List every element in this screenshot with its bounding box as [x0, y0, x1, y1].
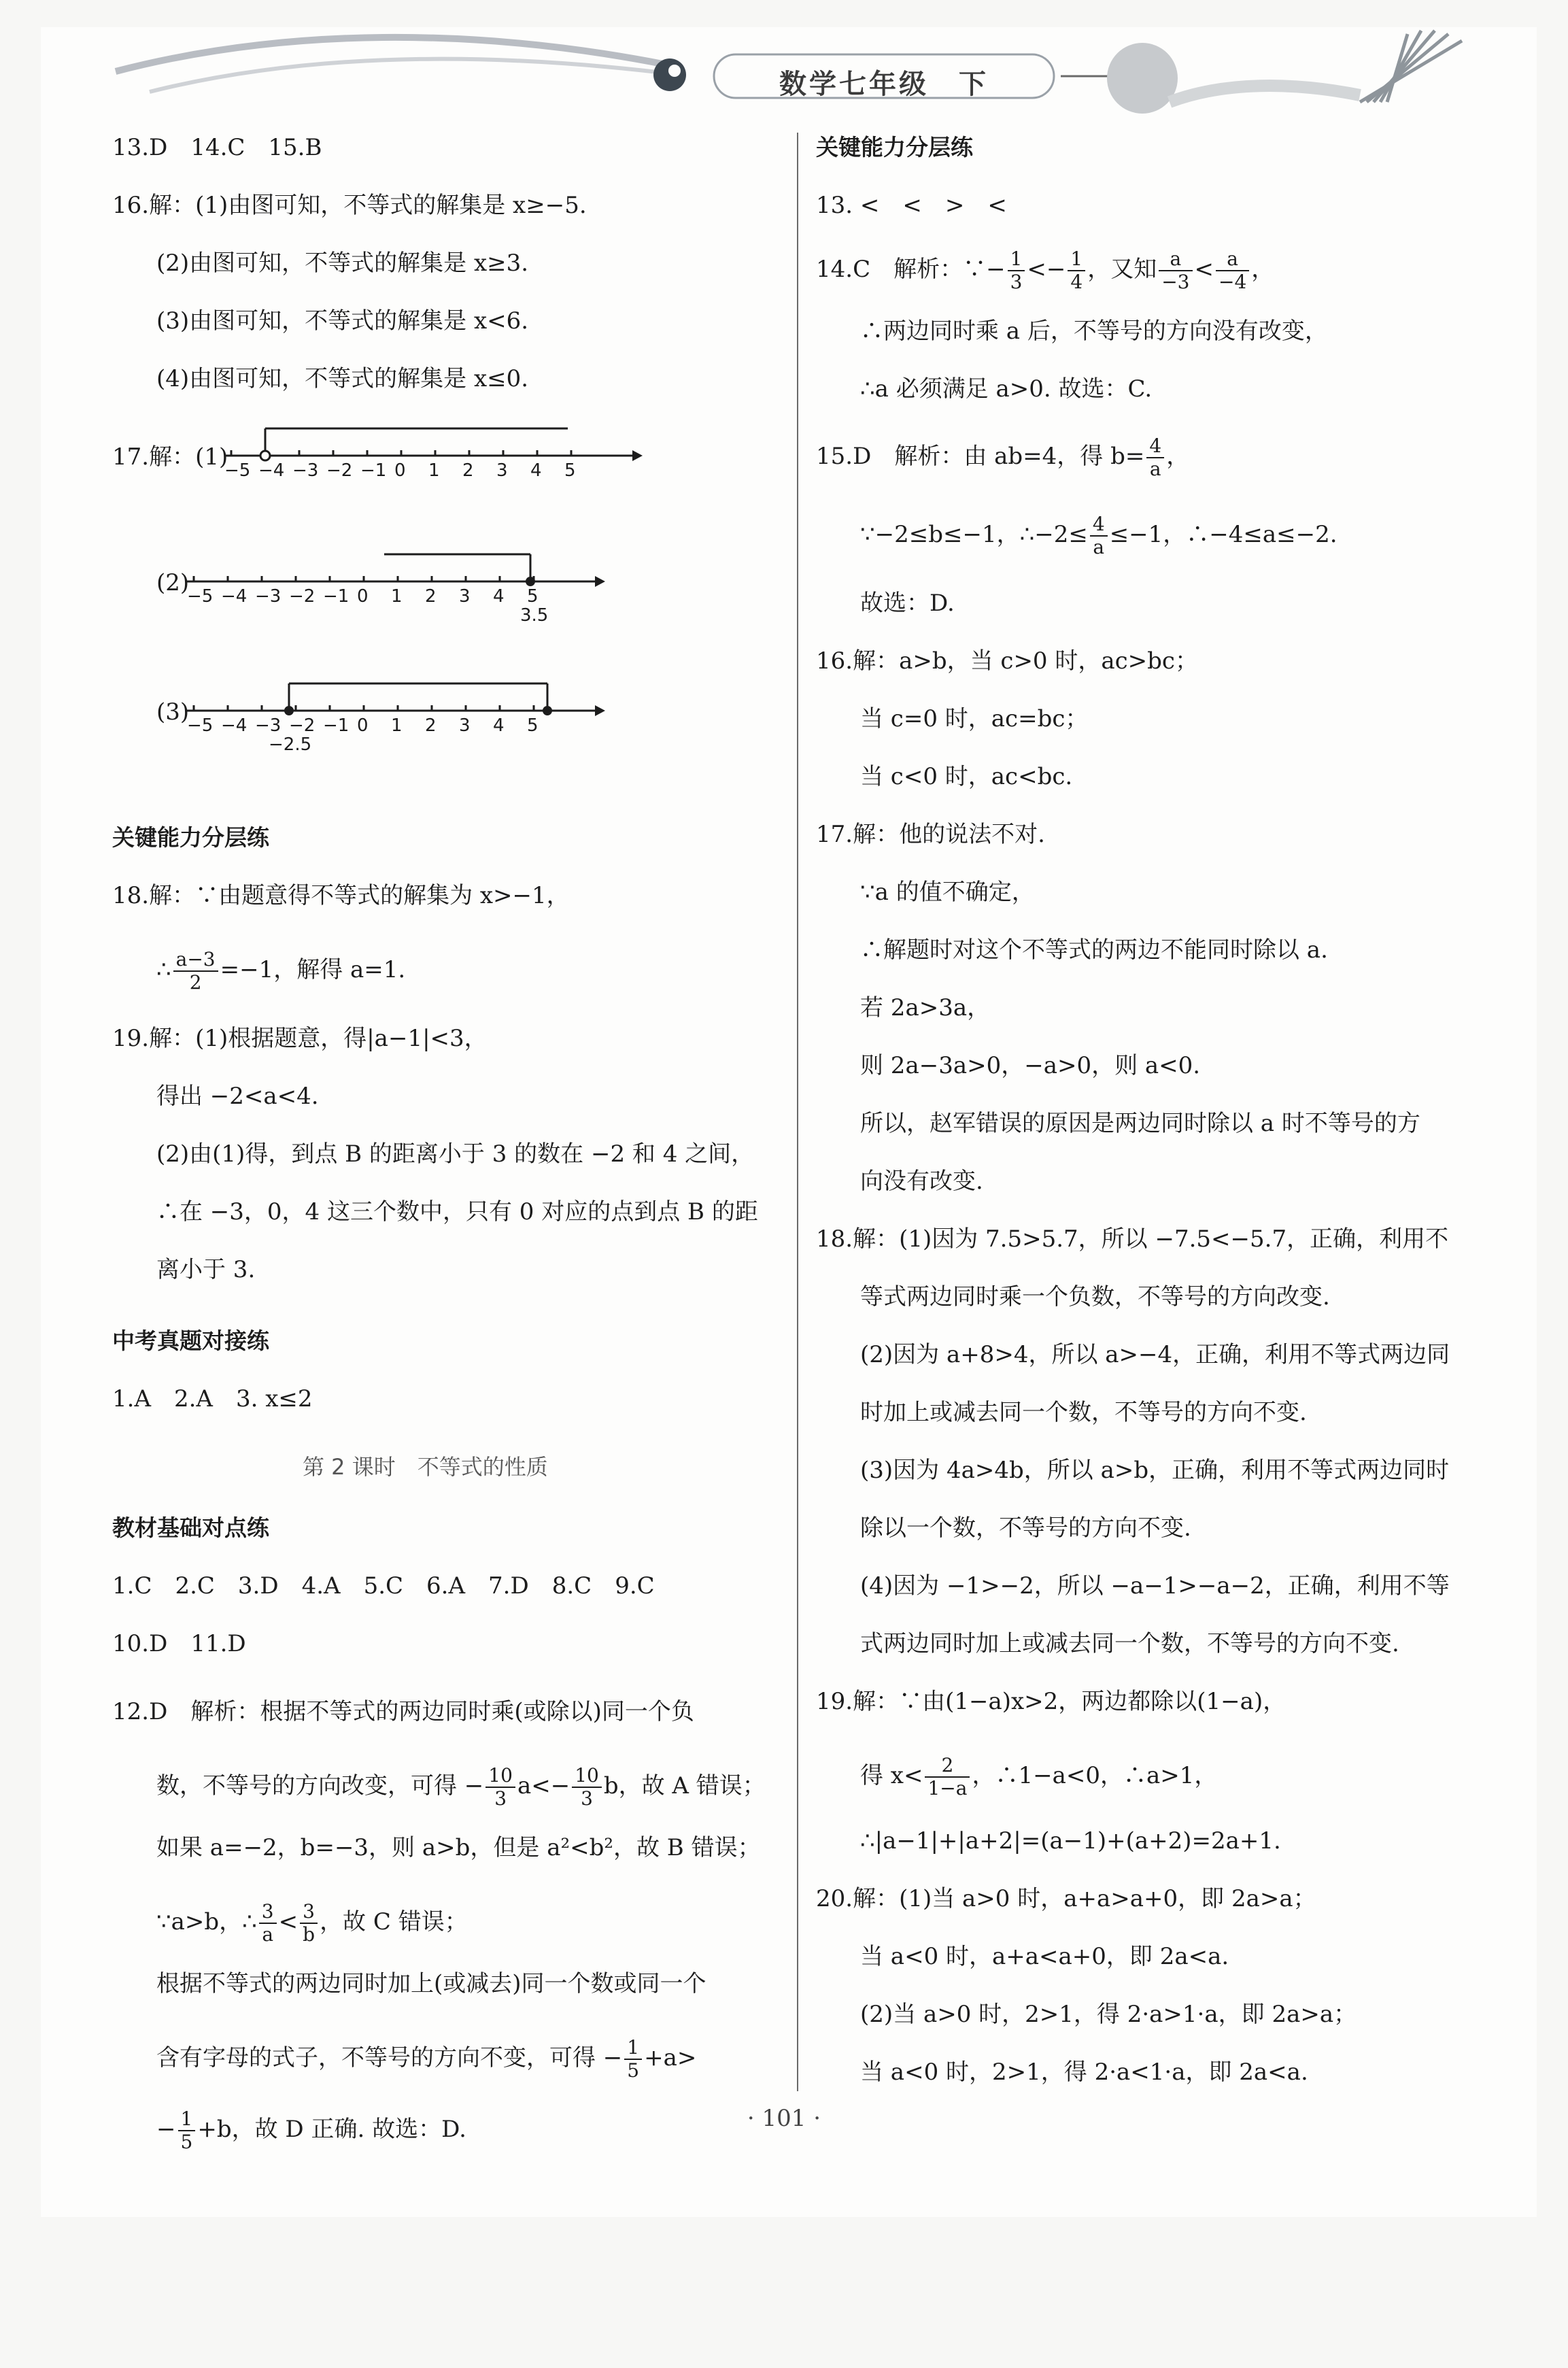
answer-19-b: 得出 −2<a<4. — [156, 1083, 319, 1110]
tick-label: 2 — [425, 586, 437, 607]
answer-17-3-label: (3) — [156, 698, 190, 726]
answer-r17-f: 所以，赵军错误的原因是两边同时除以 a 时不等号的方 — [860, 1110, 1420, 1137]
answer-r15-b: ∵−2≤b≤−1，∴−2≤ $\frac{4}{a}$ ≤−1，∴−4≤a≤−2. — [860, 513, 1337, 558]
answer-18-a: 18.解：∵由题意得不等式的解集为 x>−1， — [112, 882, 570, 909]
number-line-3 — [187, 677, 609, 751]
tick-label: −5 — [187, 586, 214, 607]
answer-r13: 13. < < > < — [816, 192, 1007, 219]
answer-16-3: (3)由图可知，不等式的解集是 x<6. — [156, 307, 529, 335]
answer-r18-f: 除以一个数，不等号的方向不变. — [860, 1515, 1191, 1542]
tick-label: 0 — [394, 460, 406, 481]
tick-label: −4 — [221, 715, 248, 736]
tick-label: −5 — [187, 715, 214, 736]
section-textbook-basics: 教材基础对点练 — [112, 1515, 269, 1541]
answer-r18-g: (4)因为 −1>−2，所以 −a−1>−a−2，正确，利用不等 — [860, 1572, 1450, 1600]
answer-r20-a: 20.解：(1)当 a>0 时，a+a>a+0，即 2a>a； — [816, 1885, 1316, 1912]
answer-r20-b: 当 a<0 时，a+a<a+0，即 2a<a. — [860, 1943, 1229, 1970]
answer-13-15: 13.D 14.C 15.B — [112, 134, 322, 161]
tick-label: 3 — [459, 586, 471, 607]
tick-label: 2 — [425, 715, 437, 736]
answers-1-9: 1.C 2.C 3.D 4.A 5.C 6.A 7.D 8.C 9.C — [112, 1572, 655, 1600]
answer-r20-d: 当 a<0 时，2>1，得 2·a<1·a，即 2a<a. — [860, 2059, 1308, 2086]
number-line-2 — [187, 547, 609, 622]
tick-label: 3 — [459, 715, 471, 736]
answer-17-label: 17.解：(1) — [112, 443, 228, 471]
answer-r19-b: 得 x< $\frac{2}{1-a}$ ，∴1−a<0，∴a>1， — [860, 1754, 1218, 1799]
answer-r17-e: 则 2a−3a>0，−a>0，则 a<0. — [860, 1052, 1201, 1079]
lesson-title: 第 2 课时 不等式的性质 — [303, 1454, 548, 1480]
answer-r14-b: ∴两边同时乘 a 后，不等号的方向没有改变， — [860, 318, 1328, 345]
tick-label: −5 — [224, 460, 251, 481]
answer-r16-c: 当 c<0 时，ac<bc. — [860, 763, 1073, 790]
tick-label: 5 — [527, 586, 539, 607]
answer-12-f: 含有字母的式子，不等号的方向不变，可得 − $\frac{1}{5}$ +a> — [156, 2036, 697, 2082]
answer-17-2-label: (2) — [156, 569, 190, 596]
tick-label: 2 — [462, 460, 474, 481]
answer-exam: 1.A 2.A 3. x≤2 — [112, 1385, 313, 1413]
answer-r18-d: 时加上或减去同一个数，不等号的方向不变. — [860, 1399, 1307, 1426]
answer-r17-c: ∴解题时对这个不等式的两边不能同时除以 a. — [860, 936, 1328, 964]
answer-12-d: ∵a>b，∴ $\frac{3}{a}$ < $\frac{3}{b}$ ，故 C 错误； — [156, 1900, 468, 1946]
answer-r18-b: 等式两边同时乘一个负数，不等号的方向改变. — [860, 1283, 1330, 1310]
answer-12-a: 12.D 解析：根据不等式的两边同时乘(或除以)同一个负 — [112, 1698, 694, 1725]
tick-label: 1 — [391, 586, 403, 607]
answer-12-b: 数，不等号的方向改变，可得 − $\frac{10}{3}$ a<− $\frac{10}{3}$ b，故 A 错误； — [156, 1764, 766, 1810]
answer-r19-a: 19.解：∵由(1−a)x>2，两边都除以(1−a)， — [816, 1688, 1286, 1715]
answer-r18-a: 18.解：(1)因为 7.5>5.7，所以 −7.5<−5.7，正确，利用不 — [816, 1225, 1449, 1253]
answer-16-1: 16.解：(1)由图可知，不等式的解集是 x≥−5. — [112, 192, 587, 219]
tick-label: −2 — [289, 586, 316, 607]
answer-r14-a: 14.C 解析：∵− $\frac{1}{3}$ <− $\frac{1}{4}$ ，又知 $\frac{a}{-3}$ < $\frac{a}{-4}$ ， — [816, 248, 1275, 293]
page-number: · 101 · — [747, 2105, 821, 2132]
column-divider — [797, 133, 798, 2091]
answer-12-c: 如果 a=−2，b=−3，则 a>b，但是 a²<b²，故 B 错误； — [156, 1834, 761, 1861]
tick-label: −1 — [323, 715, 350, 736]
answer-16-4: (4)由图可知，不等式的解集是 x≤0. — [156, 365, 529, 392]
answer-r17-b: ∵a 的值不确定， — [860, 879, 1035, 906]
tick-label: −4 — [258, 460, 285, 481]
answer-19-a: 19.解：(1)根据题意，得|a−1|<3， — [112, 1025, 488, 1052]
answer-12-g: − $\frac{1}{5}$ +b，故 D 正确. 故选：D. — [156, 2108, 466, 2153]
answer-12-e: 根据不等式的两边同时加上(或减去)同一个数或同一个 — [156, 1970, 706, 1997]
answer-r18-h: 式两边同时加上或减去同一个数，不等号的方向不变. — [860, 1630, 1399, 1657]
answer-r20-c: (2)当 a>0 时，2>1，得 2·a>1·a，即 2a>a； — [860, 2001, 1357, 2028]
tick-label: 4 — [493, 586, 505, 607]
section-exam-practice: 中考真题对接练 — [112, 1327, 269, 1354]
answer-19-d: ∴在 −3，0，4 这三个数中，只有 0 对应的点到点 B 的距 — [156, 1198, 758, 1225]
tick-minus-2-5: −2.5 — [269, 734, 312, 751]
answer-r16-a: 16.解：a>b，当 c>0 时，ac>bc； — [816, 647, 1198, 675]
tick-label: −1 — [323, 586, 350, 607]
tick-label: 4 — [493, 715, 505, 736]
tick-label: −2 — [326, 460, 353, 481]
tick-3-5: 3.5 — [520, 605, 549, 622]
tick-label: 1 — [391, 715, 403, 736]
answer-r16-b: 当 c=0 时，ac=bc； — [860, 705, 1089, 732]
answer-r18-e: (3)因为 4a>4b，所以 a>b，正确，利用不等式两边同时 — [860, 1457, 1450, 1484]
tick-label: 0 — [357, 586, 369, 607]
header-title: 数学七年级 下 — [779, 69, 989, 100]
answer-r17-g: 向没有改变. — [860, 1168, 983, 1195]
tick-label: 0 — [357, 715, 369, 736]
answer-r18-c: (2)因为 a+8>4，所以 a>−4，正确，利用不等式两边同 — [860, 1341, 1450, 1368]
answer-r17-d: 若 2a>3a， — [860, 994, 991, 1021]
answer-r19-c: ∴|a−1|+|a+2|=(a−1)+(a+2)=2a+1. — [860, 1827, 1281, 1855]
tick-label: 5 — [564, 460, 576, 481]
tick-label: 1 — [428, 460, 440, 481]
tick-label: −3 — [255, 715, 282, 736]
tick-label: 5 — [527, 715, 539, 736]
tick-label: −3 — [255, 586, 282, 607]
answer-r17-a: 17.解：他的说法不对. — [816, 821, 1045, 848]
answer-19-c: (2)由(1)得，到点 B 的距离小于 3 的数在 −2 和 4 之间， — [156, 1140, 755, 1168]
tick-label: −3 — [292, 460, 319, 481]
answer-r15-a: 15.D 解析：由 ab=4，得 b= $\frac{4}{a}$ ， — [816, 435, 1190, 480]
tick-label: 4 — [530, 460, 542, 481]
tick-label: 3 — [496, 460, 508, 481]
tick-label: −1 — [360, 460, 387, 481]
tick-label: −4 — [221, 586, 248, 607]
answer-19-e: 离小于 3. — [156, 1256, 256, 1283]
number-line-1 — [224, 422, 646, 483]
answer-18-b: ∴ $\frac{a-3}{2}$ =−1，解得 a=1. — [156, 948, 406, 994]
section-key-ability-right: 关键能力分层练 — [816, 134, 973, 160]
section-key-ability: 关键能力分层练 — [112, 824, 269, 851]
answer-16-2: (2)由图可知，不等式的解集是 x≥3. — [156, 250, 529, 277]
answer-r14-c: ∴a 必须满足 a>0. 故选：C. — [860, 375, 1153, 403]
answers-10-11: 10.D 11.D — [112, 1630, 246, 1657]
tick-label: −2 — [289, 715, 316, 736]
answer-r15-c: 故选：D. — [860, 590, 955, 617]
